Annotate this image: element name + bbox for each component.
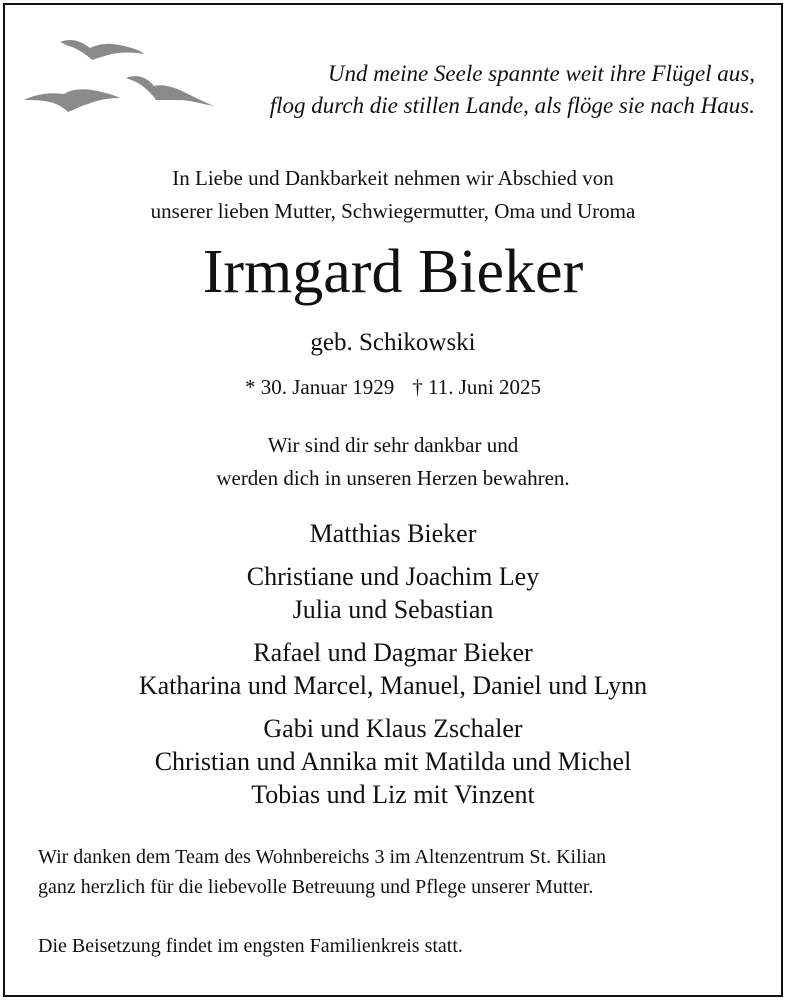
death-date: † 11. Juni 2025 bbox=[412, 375, 542, 399]
poem bbox=[215, 58, 755, 122]
mourner-line: Katharina und Marcel, Manuel, Daniel und Lynn bbox=[138, 671, 648, 700]
thanks-text bbox=[0, 429, 786, 495]
intro-text bbox=[0, 162, 786, 228]
mourner-line: Julia und Sebastian bbox=[292, 595, 494, 624]
flying-birds-icon bbox=[18, 28, 218, 118]
mourner-line: Gabi und Klaus Zschaler bbox=[263, 714, 523, 743]
birth-name: geb. Schikowski bbox=[310, 329, 476, 356]
mourner-group bbox=[0, 712, 786, 811]
poem-line-2: flog durch die stillen Lande, als flöge sie nach Haus. bbox=[269, 93, 755, 118]
poem-line-1: Und meine Seele spannte weit ihre Flügel aus, bbox=[327, 61, 755, 86]
gratitude-line-1: Wir danken dem Team des Wohnbereichs 3 im Altenzentrum St. Kilian bbox=[38, 846, 607, 868]
burial-notice: Die Beisetzung findet im engsten Familienkreis statt. bbox=[38, 935, 463, 957]
mourner-line: Christian und Annika mit Matilda und Michel bbox=[154, 747, 632, 776]
mourners-list bbox=[0, 517, 786, 821]
gratitude-paragraph bbox=[38, 842, 758, 902]
mourner-line: Rafael und Dagmar Bieker bbox=[253, 638, 533, 667]
life-dates bbox=[0, 372, 786, 402]
thanks-line-2: werden dich in unseren Herzen bewahren. bbox=[216, 466, 570, 490]
mourner-group bbox=[0, 560, 786, 626]
intro-line-1: In Liebe und Dankbarkeit nehmen wir Abschied von bbox=[172, 166, 614, 190]
thanks-line-1: Wir sind dir sehr dankbar und bbox=[267, 433, 519, 457]
gratitude-line-2: ganz herzlich für die liebevolle Betreuung und Pflege unserer Mutter. bbox=[38, 876, 594, 898]
mourner-line: Tobias und Liz mit Vinzent bbox=[251, 780, 535, 809]
footer-text bbox=[38, 842, 758, 961]
mourner-group bbox=[0, 636, 786, 702]
mourner-group bbox=[0, 517, 786, 550]
mourner-line: Christiane und Joachim Ley bbox=[246, 562, 540, 591]
intro-line-2: unserer lieben Mutter, Schwiegermutter, Oma und Uroma bbox=[150, 199, 636, 223]
mourner-line: Matthias Bieker bbox=[309, 519, 477, 548]
birth-date: * 30. Januar 1929 bbox=[244, 375, 395, 399]
deceased-name: Irmgard Bieker bbox=[202, 238, 584, 306]
